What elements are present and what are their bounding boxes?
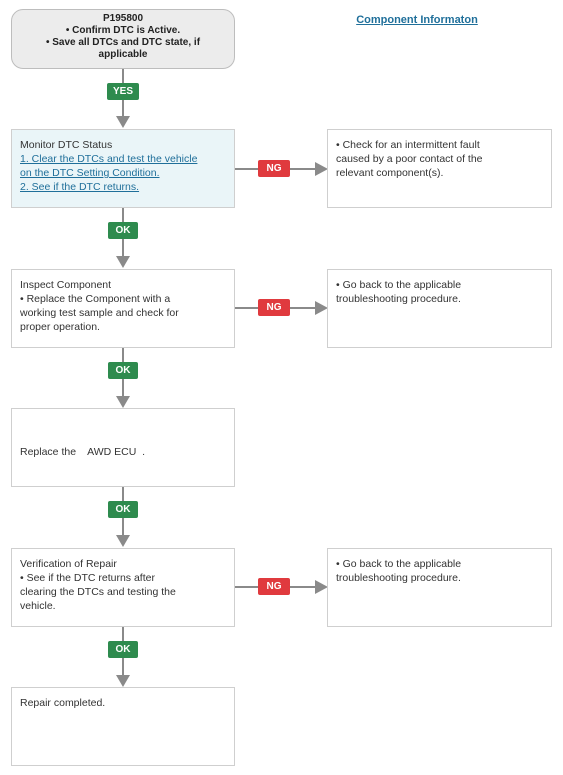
- ng-result-line: • Check for an intermittent fault: [336, 139, 480, 151]
- step-line: vehicle.: [20, 600, 56, 612]
- step-title: Verification of Repair: [20, 558, 117, 570]
- start-line-1: • Confirm DTC is Active.: [65, 25, 181, 36]
- start-dtc-box: [11, 9, 235, 69]
- ng-result-line: relevant component(s).: [336, 167, 444, 179]
- step-repair-completed: [11, 687, 235, 766]
- ng-result-line: troubleshooting procedure.: [336, 293, 461, 305]
- ok-badge: OK: [108, 222, 138, 239]
- ok-badge: OK: [108, 501, 138, 518]
- ng-result-line: troubleshooting procedure.: [336, 572, 461, 584]
- ng-result-line: • Go back to the applicable: [336, 279, 462, 291]
- step-line: • See if the DTC returns after: [20, 572, 155, 584]
- step-line: clearing the DTCs and testing the: [20, 586, 176, 598]
- ng-result-box: [327, 129, 552, 208]
- step-inspect-component: [11, 269, 235, 348]
- arrow-down-icon: [116, 256, 130, 268]
- arrow-down-icon: [116, 675, 130, 687]
- step-title: Repair completed.: [20, 697, 106, 709]
- ok-badge: OK: [108, 641, 138, 658]
- step-title: Inspect Component: [20, 279, 112, 291]
- ng-badge: NG: [258, 578, 290, 595]
- step-title: Replace the AWD ECU .: [20, 446, 146, 458]
- arrow-down-icon: [116, 396, 130, 408]
- step-line: proper operation.: [20, 321, 100, 333]
- start-line-3: applicable: [98, 49, 148, 60]
- arrow-down-icon: [116, 535, 130, 547]
- arrow-down-icon: [116, 116, 130, 128]
- ng-badge: NG: [258, 160, 290, 177]
- step-line: • Replace the Component with a: [20, 293, 171, 305]
- see-if-dtc-returns-link[interactable]: 2. See if the DTC returns.: [20, 181, 140, 193]
- start-line-2: • Save all DTCs and DTC state, if: [45, 37, 201, 48]
- ng-result-box: [327, 269, 552, 348]
- ng-result-line: caused by a poor contact of the: [336, 153, 483, 165]
- yes-badge: YES: [107, 83, 139, 100]
- ng-badge: NG: [258, 299, 290, 316]
- step-verification-of-repair: [11, 548, 235, 627]
- step-replace-awd-ecu: [11, 408, 235, 487]
- step-line: working test sample and check for: [20, 307, 179, 319]
- clear-dtcs-link[interactable]: 1. Clear the DTCs and test the vehicle: [20, 153, 198, 165]
- dtc-setting-condition-link[interactable]: on the DTC Setting Condition.: [20, 167, 160, 179]
- ng-result-box: [327, 548, 552, 627]
- step-monitor-dtc-status: [11, 129, 235, 208]
- step-title: Monitor DTC Status: [20, 139, 113, 151]
- ok-badge: OK: [108, 362, 138, 379]
- ng-result-line: • Go back to the applicable: [336, 558, 462, 570]
- component-information-link[interactable]: Component Informaton: [356, 14, 478, 26]
- dtc-code: P195800: [102, 13, 144, 24]
